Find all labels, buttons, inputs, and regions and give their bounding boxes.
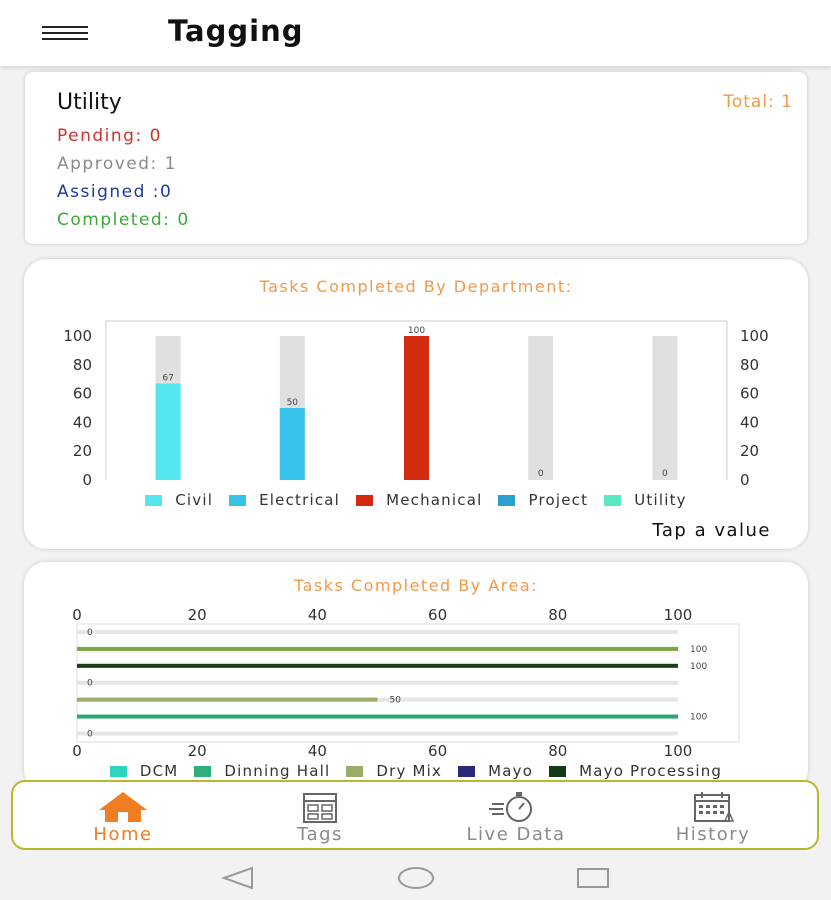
bar (77, 664, 678, 668)
bar (156, 384, 181, 480)
bar-value-label: 100 (407, 326, 426, 336)
area-bar-chart[interactable] (24, 562, 808, 762)
area-legend (24, 762, 808, 780)
legend-item (194, 762, 330, 780)
y-tick-label-left: 60 (72, 384, 92, 403)
area-chart-title: Tasks Completed By Area: (293, 576, 539, 595)
x-tick-label-bottom: 80 (548, 742, 568, 760)
legend-swatch (194, 766, 211, 777)
legend-label: Utility (634, 491, 687, 509)
x-tick-label-bottom: 40 (307, 742, 327, 760)
nav-live-data[interactable] (446, 790, 586, 848)
x-tick-label-top: 80 (548, 606, 568, 624)
legend-item (549, 762, 722, 780)
nav-history[interactable] (643, 790, 783, 848)
legend-item (346, 762, 442, 780)
nav-live-data-label: Live Data (466, 824, 566, 845)
nav-tags-label: Tags (297, 824, 343, 845)
y-tick-label-left: 80 (72, 355, 92, 374)
y-tick-label-left: 100 (63, 327, 92, 345)
x-tick-label-bottom: 20 (187, 742, 207, 760)
bar (77, 698, 378, 702)
completed-count: Completed: 0 (57, 210, 190, 230)
legend-swatch (229, 495, 246, 506)
legend-item (498, 491, 588, 509)
legend-item (458, 762, 533, 780)
department-chart-card (24, 259, 808, 549)
bar-value-label: 67 (162, 373, 174, 384)
legend-item (145, 491, 213, 509)
assigned-count: Assigned :0 (57, 182, 173, 202)
nav-home-label: Home (93, 824, 153, 845)
bar-background (652, 336, 677, 480)
y-tick-label-left: 40 (72, 413, 92, 432)
legend-item (110, 762, 179, 780)
page-title: Tagging (168, 14, 304, 48)
y-tick-label-right: 80 (740, 355, 760, 374)
bottom-navigation (11, 780, 819, 850)
tap-value-hint: Tap a value (652, 520, 771, 541)
bar (77, 647, 678, 651)
bar-background (77, 681, 678, 685)
approved-count: Approved: 1 (57, 154, 177, 174)
area-chart-card (24, 562, 808, 792)
y-tick-label-left: 20 (72, 442, 92, 461)
legend-item (229, 491, 340, 509)
legend-label: Project (528, 491, 589, 509)
calendar-icon (689, 790, 737, 824)
legend-label: Electrical (259, 491, 341, 509)
legend-label: Mayo (488, 762, 534, 780)
legend-swatch (346, 766, 363, 777)
stopwatch-icon (486, 790, 546, 824)
x-tick-label-top: 60 (428, 606, 448, 624)
x-tick-label-top: 0 (72, 606, 82, 624)
pending-count: Pending: 0 (57, 126, 162, 146)
nav-home[interactable] (53, 790, 193, 848)
department-chart-title: Tasks Completed By Department: (259, 277, 573, 296)
legend-label: DCM (139, 762, 179, 780)
y-tick-label-right: 100 (740, 327, 769, 345)
bar-background (77, 731, 678, 735)
y-tick-label-right: 40 (740, 413, 760, 432)
x-tick-label-bottom: 60 (428, 742, 448, 760)
recents-icon[interactable] (575, 866, 611, 890)
legend-swatch (356, 495, 373, 506)
total-count: Total: 1 (723, 92, 793, 112)
y-tick-label-right: 20 (740, 442, 760, 461)
bar (77, 715, 678, 719)
legend-swatch (498, 495, 515, 506)
x-tick-label-bottom: 100 (663, 742, 693, 760)
nav-history-label: History (675, 824, 751, 845)
home-icon (95, 790, 151, 824)
bar-background (528, 336, 553, 480)
nav-tags[interactable] (250, 790, 390, 848)
legend-label: Mechanical (386, 491, 483, 509)
bar-value-label: 0 (87, 628, 93, 638)
y-tick-label-right: 0 (740, 471, 750, 489)
summary-title: Utility (57, 90, 122, 115)
legend-item (604, 491, 687, 509)
x-tick-label-top: 20 (187, 606, 207, 624)
x-tick-label-top: 100 (663, 606, 693, 624)
y-tick-label-right: 60 (740, 384, 760, 403)
tags-icon (300, 790, 340, 824)
legend-label: Dry Mix (376, 762, 443, 780)
bar-value-label: 100 (690, 661, 708, 672)
legend-label: Dinning Hall (224, 762, 331, 780)
legend-item (356, 491, 482, 509)
legend-swatch (110, 766, 127, 777)
bar-value-label: 50 (389, 695, 401, 706)
legend-swatch (145, 495, 162, 506)
bar-background (77, 630, 678, 634)
legend-swatch (549, 766, 566, 777)
legend-label: Mayo Processing (579, 762, 723, 780)
home-circle-icon[interactable] (396, 866, 436, 890)
bar (280, 408, 305, 480)
department-bar-chart[interactable] (24, 259, 808, 494)
bar-value-label: 0 (537, 469, 544, 479)
system-navigation-bar (0, 854, 831, 900)
department-legend (24, 491, 808, 509)
summary-card (25, 72, 807, 244)
bar-value-label: 100 (690, 644, 708, 655)
x-tick-label-top: 40 (307, 606, 327, 624)
legend-swatch (604, 495, 621, 506)
legend-label: Civil (175, 491, 214, 509)
back-icon[interactable] (220, 866, 256, 890)
bar-value-label: 0 (87, 729, 93, 740)
x-tick-label-bottom: 0 (72, 742, 82, 760)
legend-swatch (458, 766, 475, 777)
y-tick-label-left: 0 (82, 471, 92, 489)
bar-value-label: 50 (286, 398, 299, 408)
bar-value-label: 0 (662, 469, 668, 479)
app-bar (0, 0, 831, 66)
menu-icon[interactable] (42, 22, 88, 44)
bar-value-label: 0 (87, 678, 93, 689)
bar-value-label: 100 (690, 712, 708, 723)
bar (404, 336, 429, 480)
